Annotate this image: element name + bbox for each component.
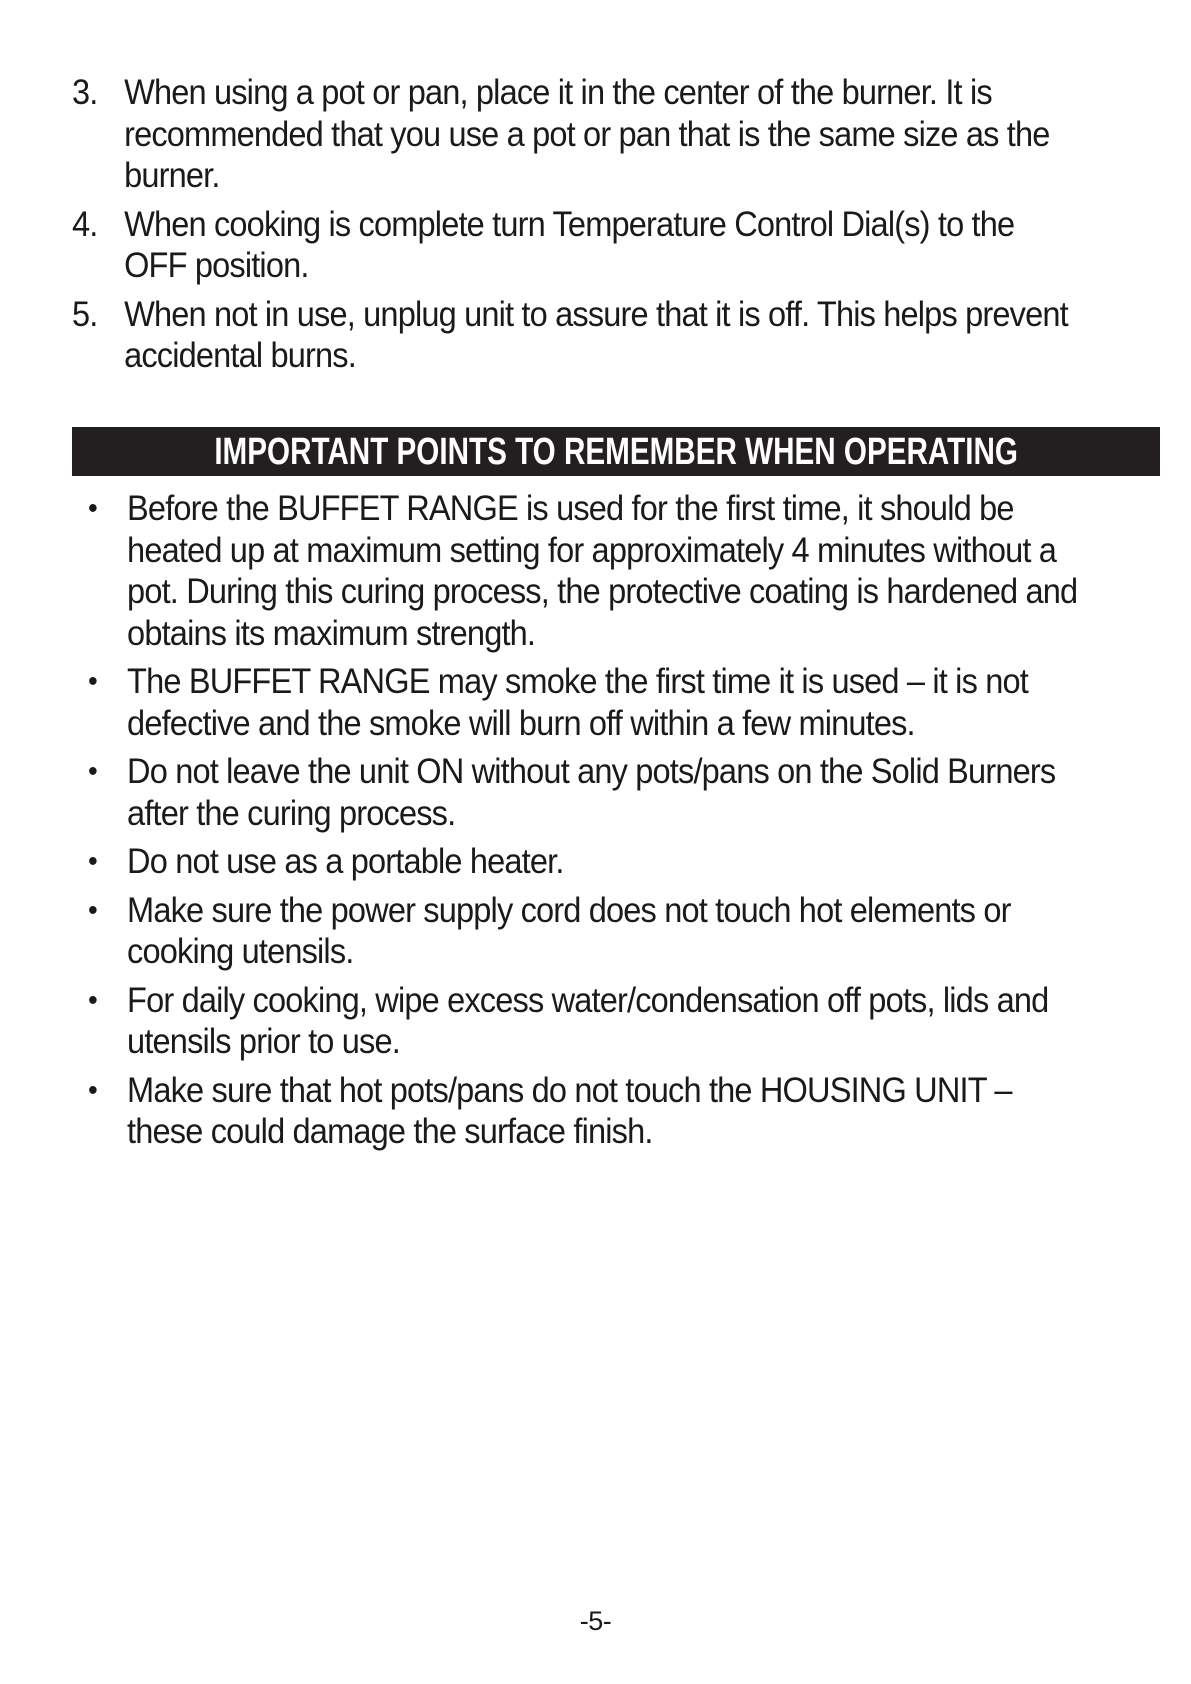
- page-number: -5-: [579, 1606, 612, 1636]
- step-number: 4.: [72, 204, 98, 244]
- bullet-icon: •: [88, 755, 97, 788]
- step-number: 5.: [72, 294, 98, 334]
- bullet-item: [88, 980, 1092, 1063]
- bullet-icon: •: [88, 1073, 97, 1107]
- bullet-item: [88, 488, 1092, 654]
- bullet-text: Make sure that hot pots/pans do not touch the HOUSING UNIT – these could damage the surface finish.: [127, 1070, 1012, 1151]
- bullet-icon: •: [88, 893, 97, 927]
- bullet-icon: •: [88, 845, 97, 878]
- section-title: IMPORTANT POINTS TO REMEMBER WHEN OPERATING: [214, 431, 1018, 473]
- bullet-item: [88, 841, 1092, 883]
- bullet-item: [88, 1070, 1092, 1153]
- bullet-text: Make sure the power supply cord does not touch hot elements or cooking utensils.: [127, 890, 1011, 971]
- bullet-icon: •: [88, 492, 97, 525]
- step-item: [72, 204, 1076, 287]
- bullet-text: Before the BUFFET RANGE is used for the first time, it should be heated up at maximum setting for approximately 4 minutes without a pot. During this curing process, the protective coating is hardened and obtains its maximum strength.: [127, 489, 1078, 653]
- bullet-text: For daily cooking, wipe excess water/condensation off pots, lids and utensils prior to use.: [127, 980, 1049, 1061]
- bullet-item: [88, 890, 1092, 973]
- bullet-icon: •: [88, 983, 97, 1017]
- bullet-text: Do not leave the unit ON without any pots/pans on the Solid Burners after the curing process.: [127, 752, 1056, 833]
- step-text: When not in use, unplug unit to assure that it is off. This helps prevent accidental burns.: [124, 294, 1068, 375]
- section-heading-banner: [72, 427, 1160, 476]
- bullet-item: [88, 751, 1092, 834]
- step-number: 3.: [72, 73, 98, 112]
- step-text: When cooking is complete turn Temperature Control Dial(s) to the OFF position.: [124, 204, 1015, 285]
- bullet-icon: •: [88, 665, 97, 698]
- operating-steps-list: [72, 72, 1152, 384]
- step-item: [72, 294, 1076, 377]
- bullet-item: [88, 661, 1092, 744]
- step-text: When using a pot or pan, place it in the center of the burner. It is recommended that you use a pot or pan that is the same size as the burner.: [124, 73, 1050, 195]
- step-item: [72, 72, 1076, 197]
- important-points-list: [88, 488, 1168, 1160]
- bullet-text: The BUFFET RANGE may smoke the first time it is used – it is not defective and the smoke will burn off within a few minutes.: [127, 662, 1028, 743]
- bullet-text: Do not use as a portable heater.: [127, 842, 564, 881]
